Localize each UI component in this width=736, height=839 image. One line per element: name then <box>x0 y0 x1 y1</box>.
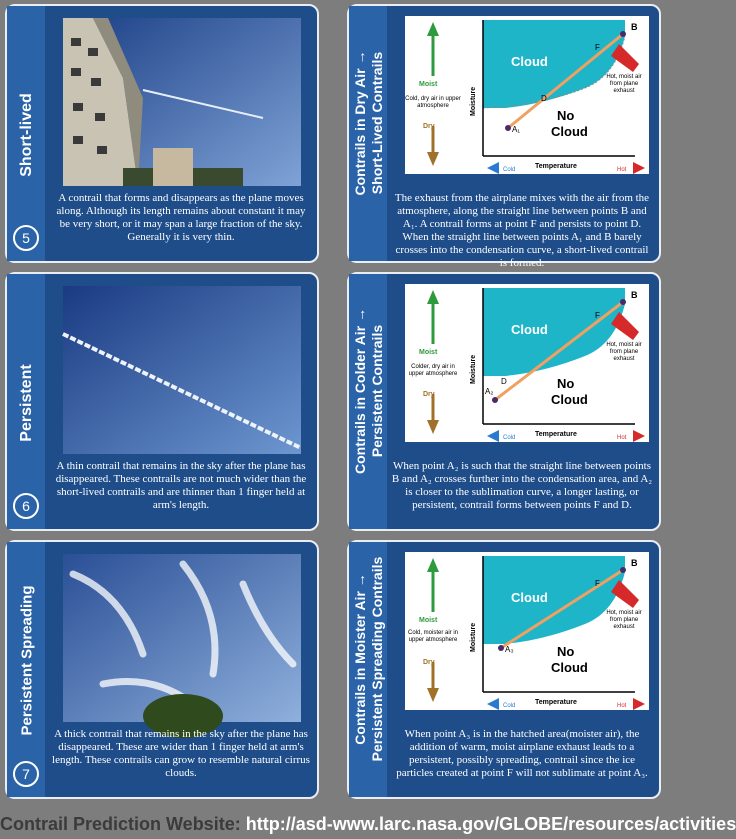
moist-label: Moist <box>419 617 438 624</box>
hot-moist-label: Hot, moist air from plane exhaust <box>606 610 642 630</box>
b-label: B <box>631 290 638 300</box>
no-cloud-label: Cloud <box>551 660 588 675</box>
point-a <box>505 125 511 131</box>
no-cloud-label: No <box>557 376 575 391</box>
card-number: 7 <box>13 761 39 787</box>
card-description: A thin contrail that remains in the sky after the plane has disappeared. These contrails are not much wider than the short-lived contrails and are thinner than 1 finger held at arm's length. <box>55 460 307 511</box>
dry-label: Dry <box>423 659 435 666</box>
cloud-label: Cloud <box>511 590 548 605</box>
point-a <box>498 645 504 651</box>
footer <box>0 814 736 835</box>
card-persistent-spreading <box>5 540 319 799</box>
no-cloud-label: No <box>557 108 575 123</box>
footer-url-link[interactable]: http://asd-www.larc.nasa.gov/GLOBE/resources/activities <box>245 814 736 834</box>
photo-persistent-spreading <box>63 554 301 722</box>
moisture-axis-label: Moisture <box>470 354 477 384</box>
hot-label: Hot <box>617 703 627 709</box>
cloud-label: Cloud <box>511 322 548 337</box>
phase-diagram <box>405 552 649 710</box>
f-label: F <box>595 43 600 52</box>
moist-arrow <box>427 22 439 36</box>
a-label: A₁ <box>512 125 521 134</box>
cold-air-label: Cold, moister air in upper atmosphere <box>407 630 458 643</box>
cold-label: Cold <box>503 435 516 441</box>
card-description: A thick contrail that remains in the sky after the plane has disappeared. These are wider than 1 finger held at arm's length. These contrails can grow to resemble natural cirrus clouds. <box>52 728 310 779</box>
card-number: 6 <box>13 493 39 519</box>
moisture-axis-label: Moisture <box>470 86 477 116</box>
card-title: Short-lived <box>18 93 35 177</box>
b-label: B <box>631 558 638 568</box>
card-title: Persistent <box>18 364 35 442</box>
moist-label: Moist <box>419 349 438 356</box>
card-title-line1: Contrails in Moister Air → <box>352 573 368 745</box>
cold-label: Cold <box>503 703 516 709</box>
cloud-label: Cloud <box>511 54 548 69</box>
card-title-line1: Contrails in Colder Air → <box>352 308 368 474</box>
card-title-line2: Short-Lived Contrails <box>369 51 385 195</box>
moist-label: Moist <box>419 81 438 88</box>
card-title <box>352 549 386 769</box>
photo-persistent <box>63 286 301 454</box>
dry-label: Dry <box>423 123 435 130</box>
no-cloud-label: Cloud <box>551 124 588 139</box>
a-label: A₃ <box>505 645 514 654</box>
cold-label: Cold <box>503 167 516 173</box>
card-persistent <box>5 272 319 531</box>
photo-short-lived <box>63 18 301 186</box>
card-number: 5 <box>13 225 39 251</box>
point-b <box>620 31 626 37</box>
card-description: A contrail that forms and disappears as the plane moves along. Although its length remains about constant it may be very short, or it may span a large fraction of the sky. Generally it is very thin. <box>56 192 306 243</box>
hot-moist-label: Hot, moist air from plane exhaust <box>606 74 642 94</box>
card-title <box>352 23 386 223</box>
d-label: D <box>541 94 547 103</box>
temperature-axis-label: Temperature <box>535 163 577 170</box>
point-b <box>620 567 626 573</box>
card-title <box>352 291 386 491</box>
card-title-line2: Persistent Contrails <box>369 324 385 458</box>
phase-diagram <box>405 284 649 442</box>
b-label: B <box>631 22 638 32</box>
hot-label: Hot <box>617 167 627 173</box>
point-b <box>620 299 626 305</box>
card-colder-air <box>347 272 661 531</box>
hot-label: Hot <box>617 435 627 441</box>
phase-diagram <box>405 16 649 174</box>
dry-label: Dry <box>423 391 435 398</box>
cold-air-label: Cold, dry air in upper atmosphere <box>405 96 461 109</box>
d-label: D <box>501 377 507 386</box>
temperature-axis-label: Temperature <box>535 699 577 706</box>
a-label: A₂ <box>485 387 494 396</box>
card-description: The exhaust from the airplane mixes with the air from the atmosphere, along the straight line between points B and A₁. A contrail forms at point F and persists to point D. When the straight line between points A₁ and B barely crosses into the condensation curve, a short-lived contrail is formed. <box>394 192 650 269</box>
moisture-axis-label: Moisture <box>470 622 477 652</box>
card-title: Persistent Spreading <box>18 585 36 736</box>
footer-label: Contrail Prediction Website: <box>0 814 241 834</box>
card-description: When point A₂ is such that the straight line between points B and A₂ crosses further into the condensation area, and A₂ is closer to the sublimation curve, a longer lasting, or persistent, contrail forms between points F and D. <box>391 460 653 511</box>
card-short-lived <box>5 4 319 263</box>
no-cloud-label: Cloud <box>551 392 588 407</box>
point-a <box>492 397 498 403</box>
no-cloud-label: No <box>557 644 575 659</box>
hot-moist-label: Hot, moist air from plane exhaust <box>606 342 642 362</box>
f-label: F <box>595 311 600 320</box>
dry-arrow <box>427 152 439 166</box>
f-label: F <box>595 579 600 588</box>
card-title-line2: Persistent Spreading Contrails <box>369 556 385 762</box>
cold-air-label: Colder, dry air in upper atmosphere <box>408 364 458 377</box>
card-dry-air <box>347 4 661 269</box>
temperature-axis-label: Temperature <box>535 431 577 438</box>
card-title-line1: Contrails in Dry Air → <box>352 50 368 196</box>
card-moister-air <box>347 540 661 799</box>
card-description: When point A₃ is in the hatched area(moister air), the addition of warm, moist airplane exhaust leads to a persistent, possibly spreading, contrail since the ice particles created at point F will not sublimate at point A₃. <box>396 728 648 779</box>
